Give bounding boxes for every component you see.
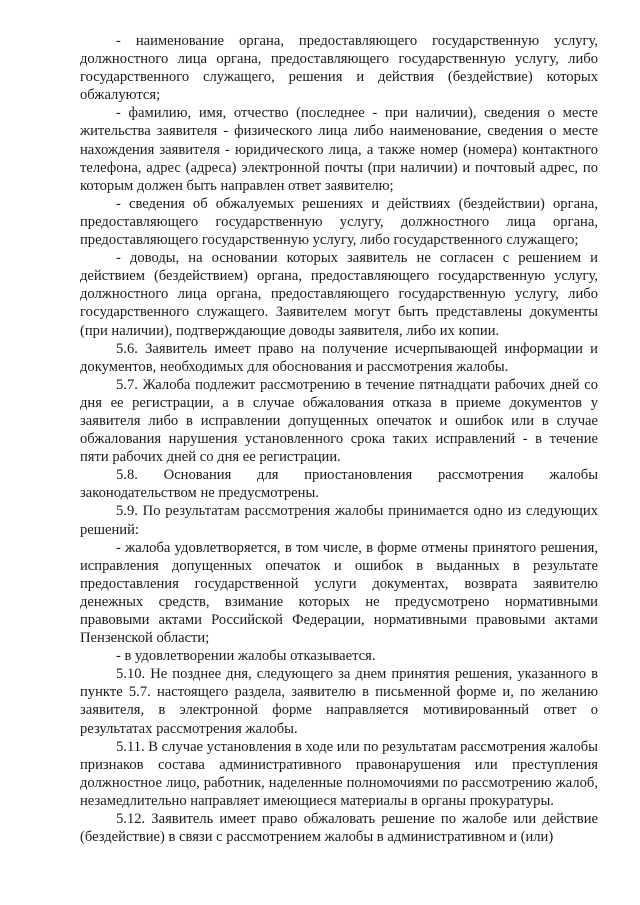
paragraph-item-complaint-satisfied: - жалоба удовлетворяется, в том числе, в форме отмены принятого решения, исправления допущенных опечаток и ошибок в выданных в результате предоставления государственной услуги документах, возврата заявителю денежных средств, взимание которых не предусмотрено нормативными правовыми актами Российской Федерации, нормативными правовыми актами Пензенской области; bbox=[80, 539, 598, 647]
paragraph-5-8: 5.8. Основания для приостановления рассмотрения жалобы законодательством не предусмотрены. bbox=[80, 467, 598, 502]
paragraph-5-10: 5.10. Не позднее дня, следующего за днем принятия решения, указанного в пункте 5.7. настоящего раздела, заявителю в письменной форме и, по желанию заявителя, в электронной форме направляется мотивированный ответ о результатах рассмотрения жалобы. bbox=[80, 666, 598, 737]
paragraph-5-6: 5.6. Заявитель имеет право на получение исчерпывающей информации и документов, необходимых для обоснования и рассмотрения жалобы. bbox=[80, 340, 598, 375]
paragraph-item-complaint-rejected: - в удовлетворении жалобы отказывается. bbox=[116, 648, 376, 665]
paragraph-5-11: 5.11. В случае установления в ходе или по результатам рассмотрения жалобы признаков состава административного правонарушения или преступления должностное лицо, работник, наделенные полномочиями по рассмотрению жалоб, незамедлительно направляет имеющиеся материалы в органы прокуратуры. bbox=[80, 738, 598, 809]
paragraph-item-arguments: - доводы, на основании которых заявитель не согласен с решением и действием (бездействием) органа, предоставляющего государственную услугу, должностного лица органа, предоставляющего государственную услугу, либо государственного служащего. Заявителем могут быть представлены документы (при наличии), подтверждающие доводы заявителя, либо их копии. bbox=[80, 250, 598, 339]
paragraph-5-12: 5.12. Заявитель имеет право обжаловать решение по жалобе или действие (бездействие) в связи с рассмотрением жалобы в административном и (или) bbox=[80, 811, 598, 846]
paragraph-item-applicant-details: - фамилию, имя, отчество (последнее - при наличии), сведения о месте жительства заявителя - физического лица либо наименование, сведения о месте нахождения заявителя - юридического лица, а также номер (номера) контактного телефона, адрес (адреса) электронной почты (при наличии) и почтовый адрес, по которым должен быть направлен ответ заявителю; bbox=[80, 105, 598, 194]
paragraph-item-appealed-decisions: - сведения об обжалуемых решениях и действиях (бездействии) органа, предоставляющего государственную услугу, должностного лица органа, предоставляющего государственную услугу, либо государственного служащего; bbox=[80, 195, 598, 249]
paragraph-5-9: 5.9. По результатам рассмотрения жалобы принимается одно из следующих решений: bbox=[80, 503, 598, 538]
paragraph-item-authority: - наименование органа, предоставляющего государственную услугу, должностного лица органа, предоставляющего государственную услугу, либо государственного служащего, решения и действия (бездействие) которых обжалуются; bbox=[80, 33, 598, 104]
paragraph-5-7: 5.7. Жалоба подлежит рассмотрению в течение пятнадцати рабочих дней со дня ее регистрации, а в случае обжалования отказа в приеме документов у заявителя либо в исправлении допущенных опечаток и ошибок или в случае обжалования нарушения установленного срока таких исправлений - в течение пяти рабочих дней со дня ее регистрации. bbox=[80, 376, 598, 466]
document-body bbox=[80, 32, 598, 846]
